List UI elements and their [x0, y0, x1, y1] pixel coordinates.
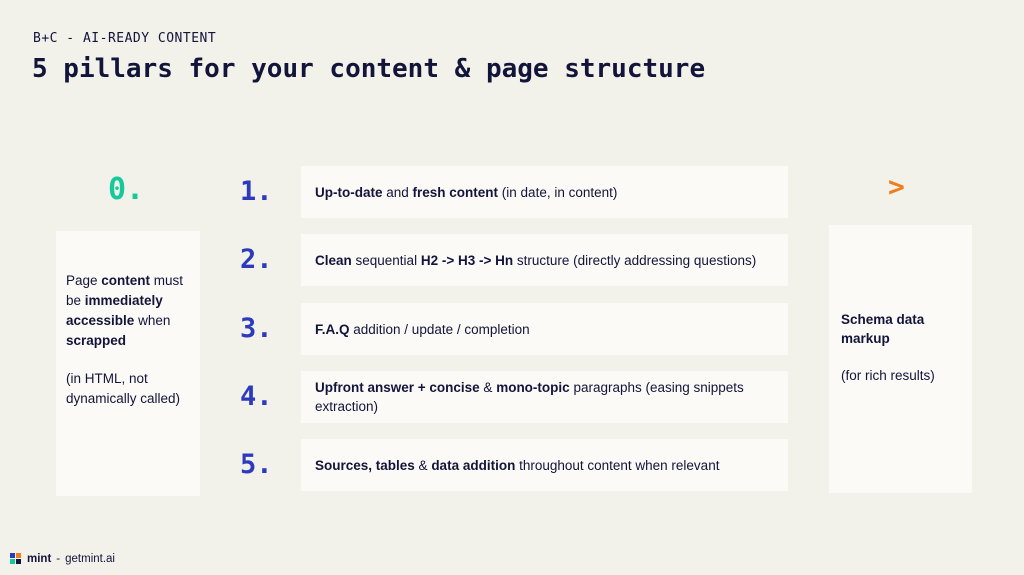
footer-domain: getmint.ai [65, 553, 115, 565]
eyebrow-label: B+C - AI-READY CONTENT [33, 31, 217, 46]
pillar-number: 4. [240, 381, 273, 412]
pillar-card [301, 166, 788, 218]
pillar-zero-text-secondary: (in HTML, not dynamically called) [66, 371, 181, 406]
pillar-text: F.A.Q addition / update / completion [315, 321, 530, 337]
schema-markup-subtext: (for rich results) [841, 368, 935, 383]
pillar-zero-card [56, 231, 200, 496]
mint-logo-icon [10, 553, 22, 565]
page-title: 5 pillars for your content & page structure [32, 54, 706, 84]
arrow-right-icon: > [888, 170, 905, 203]
pillar-number: 2. [240, 244, 273, 275]
pillar-text: Sources, tables & data addition throughout content when relevant [315, 457, 720, 473]
pillar-text: Clean sequential H2 -> H3 -> Hn structure (directly addressing questions) [315, 252, 757, 268]
schema-markup-heading: Schema data markup [841, 312, 925, 346]
pillar-number: 5. [240, 449, 273, 480]
pillar-text: Up-to-date and fresh content (in date, in content) [315, 184, 618, 200]
pillar-text: Upfront answer + concise & mono-topic paragraphs (easing snippets extraction) [315, 380, 744, 414]
pillar-card [301, 303, 788, 355]
pillar-card [301, 439, 788, 491]
footer-brand: mint [27, 553, 52, 565]
footer [10, 553, 115, 565]
pillar-number: 1. [240, 176, 273, 207]
pillar-number: 3. [240, 313, 273, 344]
pillar-card [301, 234, 788, 286]
pillar-card [301, 371, 788, 423]
pillar-zero-number: 0. [108, 172, 145, 207]
footer-separator: - [56, 553, 61, 565]
pillar-zero-text-primary: Page content must be immediately accessible when scrapped [66, 273, 184, 348]
schema-markup-card [829, 225, 972, 493]
